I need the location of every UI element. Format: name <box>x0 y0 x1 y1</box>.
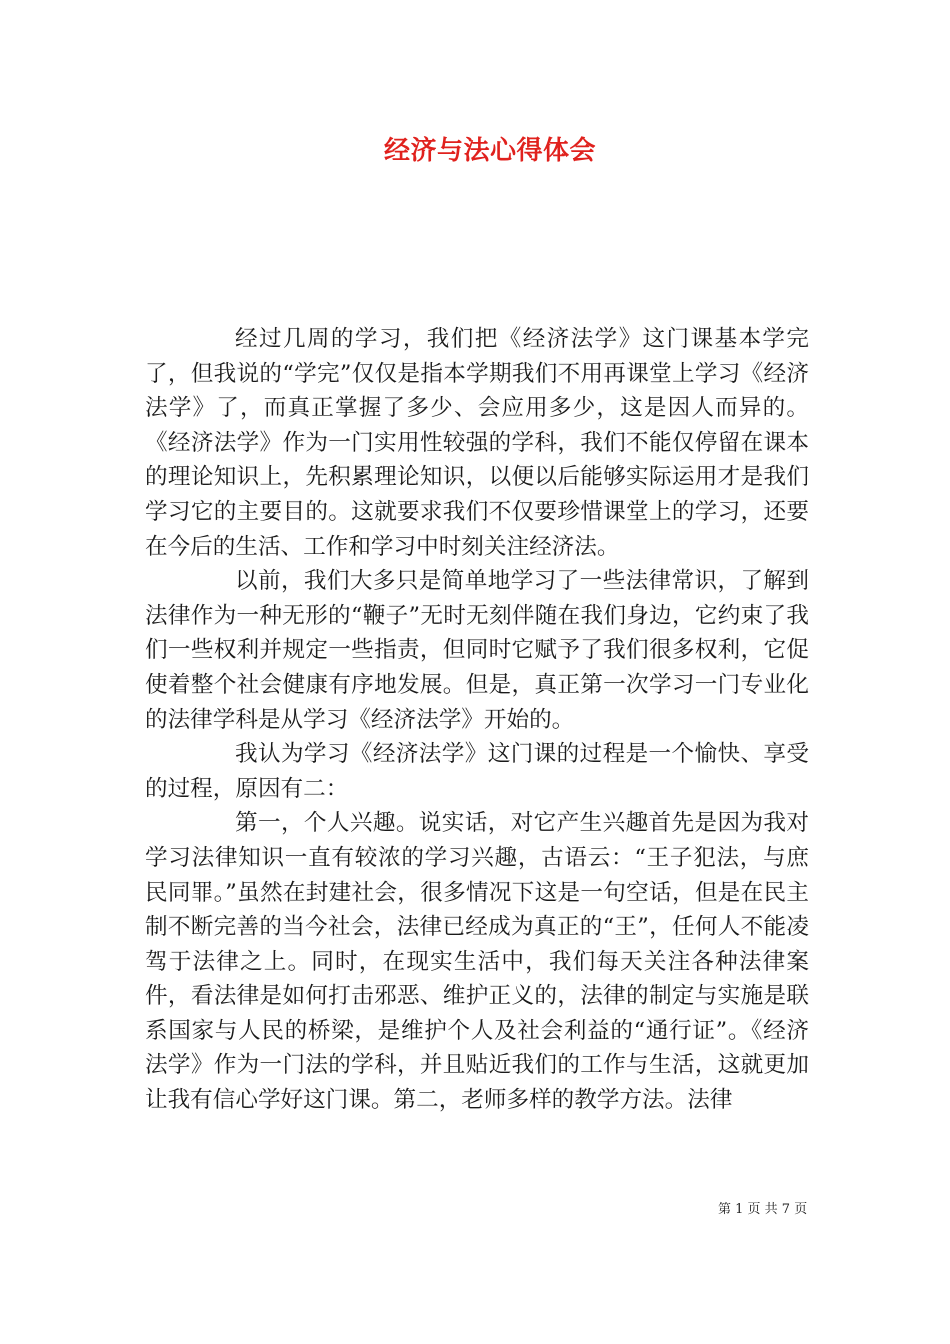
paragraph-1: 经过几周的学习，我们把《经济法学》这门课基本学完了，但我说的“学完”仅仅是指本学期我们不用再课堂上学习《经济法学》了，而真正掌握了多少、会应用多少，这是因人而异的。《经济法学》作为一门实用性较强的学科，我们不能仅停留在课本的理论知识上，先积累理论知识，以便以后能够实际运用才是我们学习它的主要目的。这就要求我们不仅要珍惜课堂上的学习，还要在今后的生活、工作和学习中时刻关注经济法。 <box>145 326 809 560</box>
document-title: 经济与法心得体会 <box>383 136 596 166</box>
paragraph-3: 我认为学习《经济法学》这门课的过程是一个愉快、享受的过程，原因有二： <box>145 741 809 802</box>
paragraph-4: 第一，个人兴趣。说实话，对它产生兴趣首先是因为我对学习法律知识一直有较浓的学习兴趣，古语云：“王子犯法，与庶民同罪。”虽然在封建社会，很多情况下这是一句空话，但是在民主制不断完善的当今社会，法律已经成为真正的“王”，任何人不能凌驾于法律之上。同时，在现实生活中，我们每天关注各种法律案件，看法律是如何打击邪恶、维护正义的，法律的制定与实施是联系国家与人民的桥梁，是维护个人及社会利益的“通行证”。《经济法学》作为一门法的学科，并且贴近我们的工作与生活，这就更加让我有信心学好这门课。第二，老师多样的教学方法。法律 <box>145 810 809 1114</box>
page-number-footer: 第 1 页 共 7 页 <box>718 1202 808 1217</box>
paragraph-2: 以前，我们大多只是简单地学习了一些法律常识，了解到法律作为一种无形的“鞭子”无时无刻伴随在我们身边，它约束了我们一些权利并规定一些指责，但同时它赋予了我们很多权利，它促使着整个社会健康有序地发展。但是，真正第一次学习一门专业化的法律学科是从学习《经济法学》开始的。 <box>145 568 809 733</box>
document-body <box>145 322 809 1118</box>
